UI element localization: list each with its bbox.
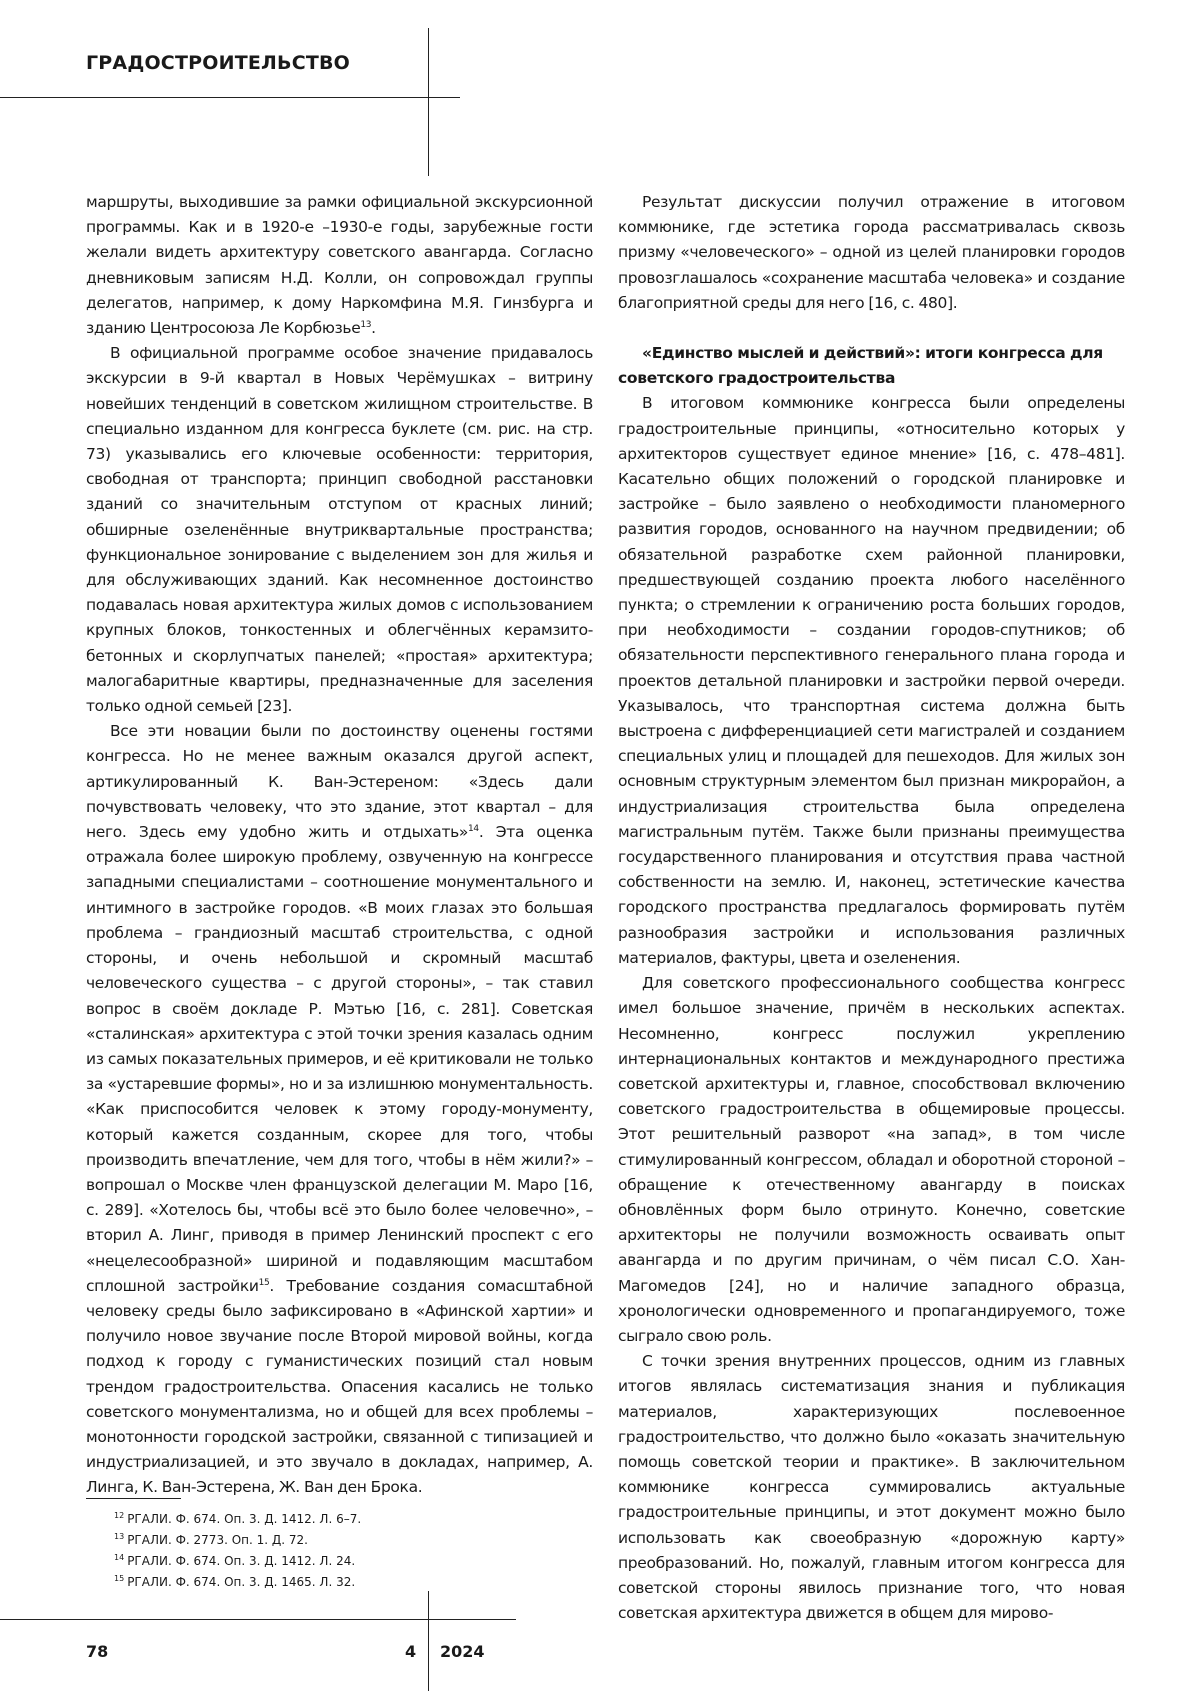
footnote-rule <box>86 1498 181 1499</box>
left-column <box>86 190 593 1501</box>
issue-year: 2024 <box>440 1642 485 1661</box>
paragraph: Для советского профессионального сообщества конгресс имел большое значение, причём в нескольких аспектах. Несомненно, конгресс послужил укреплению интернациональных контактов и международного престижа советской архитектуры и, главное, способствовал включению советского градостроительства в общемировые процессы. Этот решительный разворот «на запад», в том числе стимулированный конгрессом, обладал и оборотной стороной – обращение к отечественному авангарду в поисках обновлённых форм было отринуто. Конечно, советские архитекторы не получили возможность осваивать опыт авангарда и по другим причинам, о чём писал С.О. Хан-Магомедов [24], но и наличие западного образца, хронологически одновременного и пропагандируемого, тоже сыграло свою роль. <box>618 974 1125 1345</box>
page-number: 78 <box>86 1642 109 1661</box>
section-title: ГРАДОСТРОИТЕЛЬСТВО <box>86 52 351 74</box>
footnote-ref[interactable]: 14 <box>468 823 479 834</box>
footnote: $^{13}$ РГАЛИ. Ф. 2773. Оп. 1. Д. 72. <box>114 1532 308 1547</box>
paragraph: В итоговом коммюнике конгресса были определены градостроительные принципы, «относительно которых у архитекторов существует единое мнение» [16, с. 478–481]. Касательно общих положений о городской планировке и застройке – было заявлено о необходимости планомерного развития городов, основанного на научном предвидении; об обязательной разработке схем районной планировки, предшествующей созданию проекта любого населённого пункта; о стремлении к ограничению роста больших городов, при необходимости – создании городов-спутников; об обязательности перспективного генерального плана города и проектов детальной планировки и застройки первой очереди. Указывалось, что транспортная система должна быть выстроена с дифференциацией сети магистралей и созданием специальных улиц и площадей для пешеходов. Для жилых зон основным структурным элементом был признан микрорайон, а индустриализация строительства была определена магистральным путём. Также были признаны преимущества государственного планирования и отсутствия права частной собственности на землю. И, наконец, эстетические качества городского пространства предлагалось формировать путём разнообразия застройки и использования различных материалов, фактуры, цвета и озеленения. <box>618 394 1125 967</box>
footnote-ref[interactable]: 13 <box>360 319 372 330</box>
footnote: $^{15}$ РГАЛИ. Ф. 674. Оп. 3. Д. 1465. Л. 32. <box>114 1574 356 1589</box>
footer-rule <box>0 1619 516 1620</box>
paragraph: В официальной программе особое значение придавалось экскурсии в 9-й квартал в Новых Черёмушках – витрину новейших тенденций в советском жилищном строительстве. В специально изданном для конгресса буклете (см. рис. на стр. 73) указывались его ключевые особенности: территория, свободная от транспорта; принцип свободной расстановки зданий со значительным отступом от красных линий; обширные озеленённые внутриквартальные пространства; функциональное зонирование с выделением зон для жилья и для обслуживающих зданий. Как несомненное достоинство подавалась новая архитектура жилых домов с использованием крупных блоков, тонкостенных и облегчённых керамзито-бетонных и скорлупчатых панелей; «простая» архитектура; малогабаритные квартиры, предназначенные для заселения только одной семьей [23]. <box>86 344 593 716</box>
footnote: $^{12}$ РГАЛИ. Ф. 674. Оп. 3. Д. 1412. Л. 6–7. <box>114 1511 362 1526</box>
subsection-heading: «Единство мыслей и действий»: итоги конгресса для советского градостроительства <box>618 344 1103 388</box>
right-column <box>618 190 1125 1626</box>
footnote: $^{14}$ РГАЛИ. Ф. 674. Оп. 3. Д. 1412. Л. 24. <box>114 1553 356 1568</box>
header-crossline <box>428 28 429 176</box>
crossline-horizontal <box>352 97 460 98</box>
footer-divider <box>428 1591 429 1691</box>
issue-number: 4 <box>405 1642 417 1661</box>
paragraph: Результат дискуссии получил отражение в итоговом коммюнике, где эстетика города рассматривалась сквозь призму «человеческого» – одной из целей планировки городов провозглашалось «сохранение масштаба человека» и создание благоприятной среды для него [16, с. 480]. <box>618 193 1125 312</box>
footnote-ref[interactable]: 15 <box>258 1277 270 1288</box>
paragraph: С точки зрения внутренних процессов, одним из главных итогов являлась систематизация знания и публикация материалов, характеризующих послевоенное градостроительство, что должно было «оказать значительную помощь советской теории и практике». В заключительном коммюнике конгресса суммировались актуальные градостроительные принципы, и этот документ можно было использовать как своеобразную «дорожную карту» преобразований. Но, пожалуй, главным итогом конгресса для советской стороны явилось признание того, что новая советская архитектура движется в общем для мирово- <box>618 1352 1125 1623</box>
paragraph: Все эти новации были по достоинству оценены гостями конгресса. Но не менее важным оказался другой аспект, артикулированный К. Ван-Эстереном: «Здесь дали почувствовать человеку, что это здание, этот квартал – для него. Здесь ему удобно жить и отдыхать»$^{14}$. Эта оценка отражала более широкую проблему, озвученную на конгрессе западными специалистами – соотношение монументального и интимного в застройке городов. «В моих глазах это большая проблема – грандиозный масштаб строительства, с одной стороны, и очень небольшой и скромный масштаб человеческого существа – с другой стороны», – так ставил вопрос в своём докладе Р. Мэтью [16, с. 281]. Советская «сталинская» архитектура с этой точки зрения казалась одним из самых показательных примеров, и её критиковали не только за «устаревшие формы», но и за излишнюю монументальность. «Как приспособится человек к этому городу-монументу, который кажется созданным, скорее для того, чтобы производить впечатление, чем для того, чтобы в нём жили?» – вопрошал о Москве член французской делегации М. Маро [16, с. 289]. «Хотелось бы, чтобы всё это было более человечно», – вторил А. Линг, приводя в пример Ленинский проспект с его «нецелесообразной» шириной и подавляющим масштабом сплошной застройки$^{15}$. Требование создания сомасштабной человеку среды было зафиксировано в «Афинской хартии» и получило новое звучание после Второй мировой войны, когда подход к городу с гуманистических позиций стал новым трендом градостроительства. Опасения касались не только советского монументализма, но и общей для всех проблемы – монотонности городской застройки, связанной с типизацией и индустриализацией, и это звучало в докладах, например, А. Линга, К. Ван-Эстерена, Ж. Ван ден Брока. <box>86 722 593 1497</box>
paragraph: маршруты, выходившие за рамки официальной экскурсионной программы. Как и в 1920-е –1930-е годы, зарубежные гости желали видеть архитектуру советского авангарда. Согласно дневниковым записям Н.Д. Колли, он сопровождал группы делегатов, например, к дому Наркомфина М.Я. Гинзбурга и зданию Центросоюза Ле Корбюзье$^{13}$. <box>86 193 593 338</box>
footnotes <box>86 1498 593 1591</box>
